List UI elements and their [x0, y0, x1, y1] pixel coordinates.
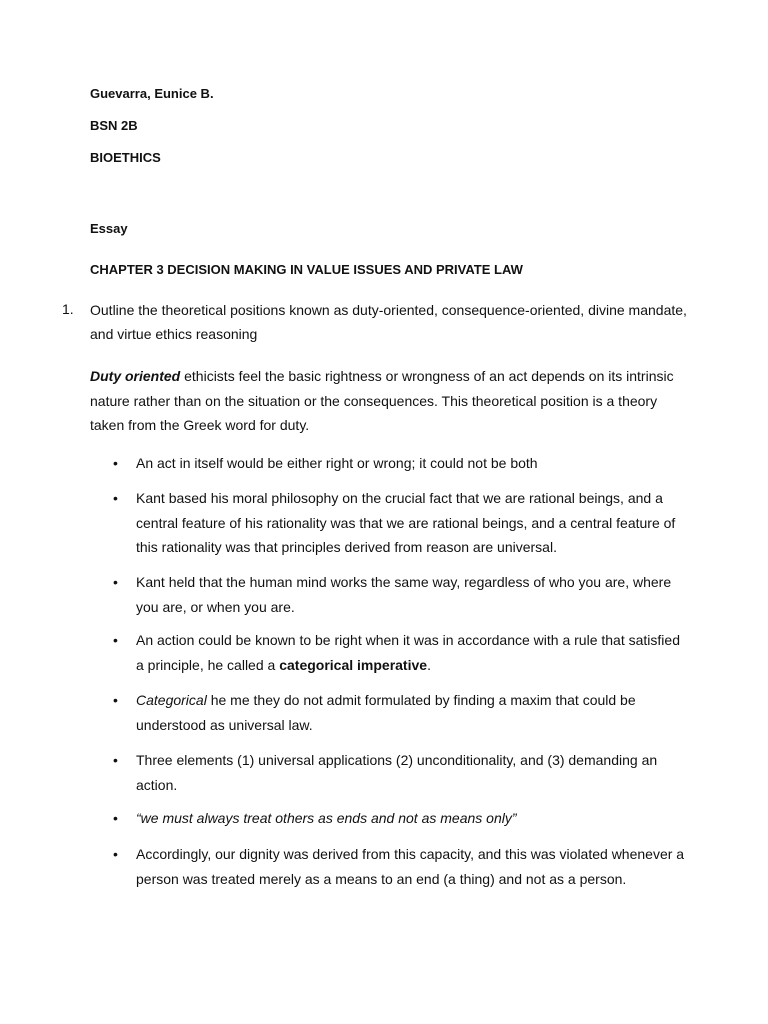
list-item [136, 628, 691, 677]
list-item [136, 748, 691, 797]
bullet-marker: • [113, 752, 118, 768]
bullet-marker: • [113, 810, 118, 826]
list-item [136, 688, 691, 737]
paragraph-text: ethicists feel the basic rightness or wrongness of an act depends on its intrinsic nature rather than on the situation or the consequences. This theoretical position is a theory taken from the Greek word for duty. [90, 368, 674, 433]
student-name: Guevarra, Eunice B. [90, 86, 214, 101]
question-number: 1. [62, 301, 74, 317]
categorical-imperative-term: categorical imperative [279, 656, 428, 673]
categorical-term: Categorical [136, 692, 207, 708]
list-item-text: Accordingly, our dignity was derived from this capacity, and this was violated whenever a person was treated merely as a means to an end (a thing) and not as a person. [136, 846, 685, 887]
list-item-text: An action could be known to be right when it was in accordance with a rule that satisfied a principle, he called a [136, 632, 680, 673]
list-item-text: Kant held that the human mind works the same way, regardless of who you are, where you are, or when you are. [136, 574, 672, 615]
list-item-text: Three elements (1) universal applications (2) unconditionality, and (3) demanding an action. [136, 752, 658, 793]
bullet-marker: • [113, 632, 118, 648]
list-item [136, 806, 691, 831]
list-item-text: he me they do not admit formulated by finding a maxim that could be understood as universal law. [136, 692, 636, 733]
list-item [136, 451, 691, 476]
subject-title: BIOETHICS [90, 150, 161, 165]
quote-text: “we must always treat others as ends and not as means only” [136, 810, 517, 826]
list-item [136, 486, 691, 560]
paragraph-lead: Duty oriented [90, 368, 181, 384]
question-text: Outline the theoretical positions known as duty-oriented, consequence-oriented, divine mandate, and virtue ethics reasoning [90, 302, 687, 342]
bullet-marker: • [113, 846, 118, 862]
essay-label: Essay [90, 221, 128, 236]
list-item-text: An act in itself would be either right or wrong; it could not be both [136, 455, 538, 471]
list-item-text: Kant based his moral philosophy on the crucial fact that we are rational beings, and a central feature of his rationality was that we are rational beings, and a central feature of this rationality was that principles derived from reason are universal. [136, 490, 676, 555]
student-section: BSN 2B [90, 118, 138, 133]
chapter-title: CHAPTER 3 DECISION MAKING IN VALUE ISSUES AND PRIVATE LAW [90, 262, 523, 277]
duty-oriented-paragraph [90, 364, 690, 438]
list-item [136, 570, 691, 619]
list-item-text-end: . [427, 656, 431, 673]
list-item [136, 842, 691, 891]
bullet-marker: • [113, 490, 118, 506]
bullet-marker: • [113, 455, 118, 471]
bullet-marker: • [113, 574, 118, 590]
bullet-marker: • [113, 692, 118, 708]
